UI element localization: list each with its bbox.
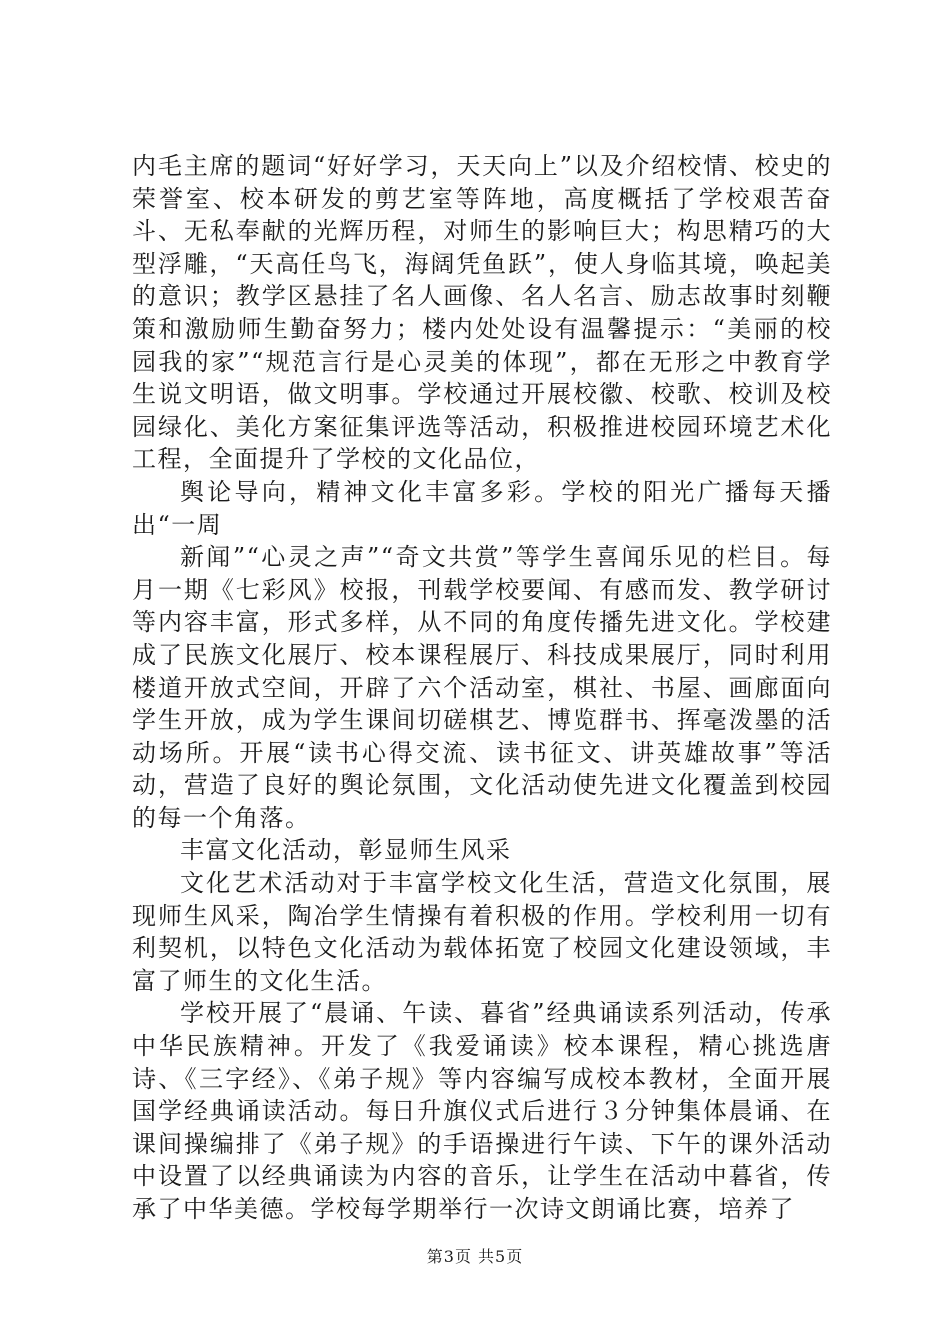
paragraph: 新闻”“心灵之声”“奇文共赏”等学生喜闻乐见的栏目。每月一期《七彩风》校报，刊载学校要闻、有感而发、教学研讨等内容丰富，形式多样，从不同的角度传播先进文化。学校建成了民族文化展厅、校本课程展厅、科技成果展厅，同时利用楼道开放式空间，开辟了六个活动室，棋社、书屋、画廊面向学生开放，成为学生课间切磋棋艺、博览群书、挥毫泼墨的活动场所。开展“读书心得交流、读书征文、讲英雄故事”等活动，营造了良好的舆论氛围，文化活动使先进文化覆盖到校园的每一个角落。 [132, 543, 832, 832]
section-heading: 丰富文化活动，彰显师生风采 [180, 836, 512, 865]
paragraph: 舆论导向，精神文化丰富多彩。学校的阳光广播每天播出“一周 [132, 477, 832, 539]
document-body [132, 150, 832, 1226]
page-number-footer: 第3页 共5页 [426, 1247, 524, 1266]
paragraph: 学校开展了“晨诵、午读、暮省”经典诵读系列活动，传承中华民族精神。开发了《我爱诵读》校本课程，精心挑选唐诗、《三字经》、《弟子规》等内容编写成校本教材，全面开展国学经典诵读活动。每日升旗仪式后进行３分钟集体晨诵、在课间操编排了《弟子规》的手语操进行午读、下午的课外活动中设置了以经典诵读为内容的音乐，让学生在活动中暮省，传承了中华美德。学校每学期举行一次诗文朗诵比赛，培养了 [132, 999, 832, 1223]
paragraph: 内毛主席的题词“好好学习，天天向上”以及介绍校情、校史的荣誉室、校本研发的剪艺室等阵地，高度概括了学校艰苦奋斗、无私奉献的光辉历程，对师生的影响巨大；构思精巧的大型浮雕，“天高任鸟飞，海阔凭鱼跃”，使人身临其境，唤起美的意识；教学区悬挂了名人画像、名人名言、励志故事时刻鞭策和激励师生勤奋努力；楼内处处设有温馨提示：“美丽的校园我的家”“规范言行是心灵美的体现”，都在无形之中教育学生说文明语，做文明事。学校通过开展校徽、校歌、校训及校园绿化、美化方案征集评选等活动，积极推进校园环境艺术化工程，全面提升了学校的文化品位， [132, 152, 832, 474]
paragraph: 文化艺术活动对于丰富学校文化生活，营造文化氛围，展现师生风采，陶冶学生情操有着积极的作用。学校利用一切有利契机，以特色文化活动为载体拓宽了校园文化建设领域，丰富了师生的文化生活。 [132, 869, 832, 995]
